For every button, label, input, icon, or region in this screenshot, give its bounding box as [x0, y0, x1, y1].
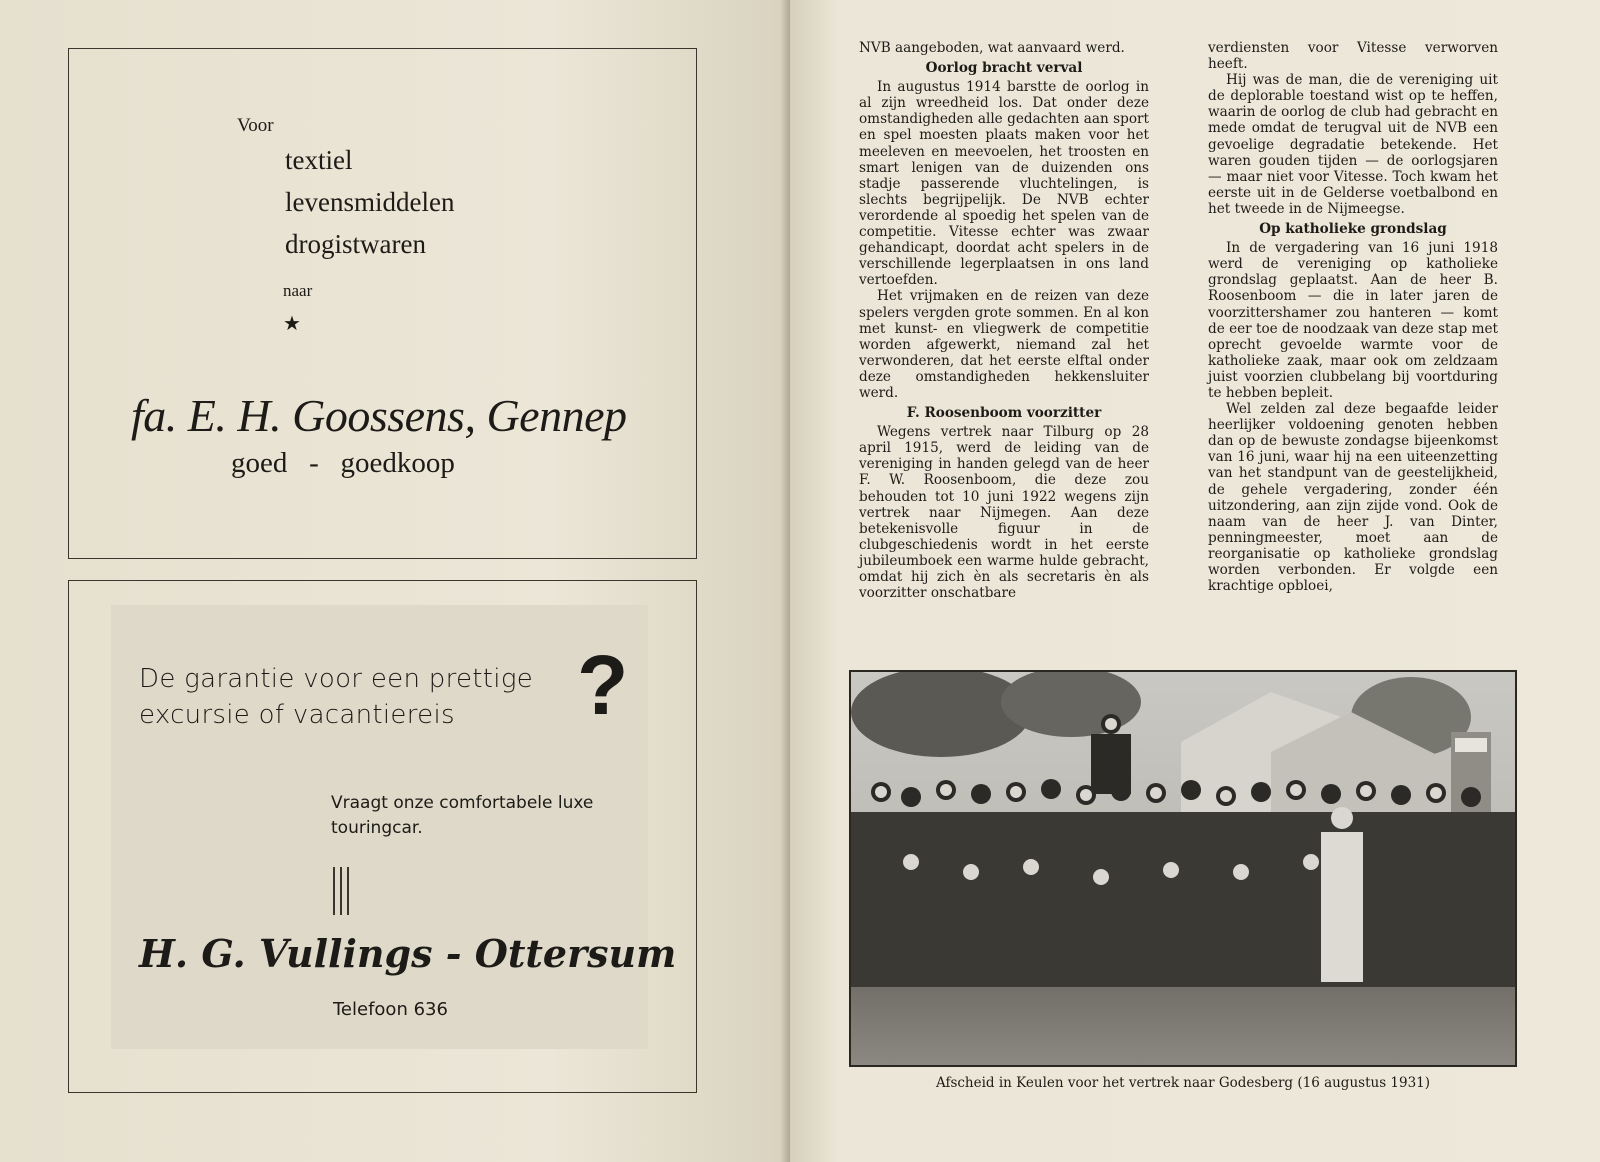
- text-column-left: [859, 40, 1149, 601]
- section-heading: Op katholieke grondslag: [1259, 221, 1447, 238]
- ad-phone: Telefoon 636: [333, 999, 448, 1020]
- photo-illustration: [851, 672, 1515, 1065]
- group-photograph: [849, 670, 1517, 1067]
- ad-headline-line2: excursie of vacantiereis: [139, 700, 455, 730]
- paragraph: NVB aangeboden, wat aanvaard werd.: [859, 40, 1125, 56]
- ad-naar-text: naar: [283, 281, 313, 300]
- star-icon: ★: [283, 311, 301, 335]
- paragraph: In augustus 1914 barstte de oorlog in al zijn wreedheid los. Dat onder deze omstandigheden alle gedachten aan sport en spel moesten plaats maken voor het meeleven en meevoelen, het troosten en smart lenigen van de duizenden ons stadje passerende vluchtelingen, is slechts begrijpelijk. De NVB echter verordende al spoedig het spelen van de competitie. Vitesse echter was zwaar gehandicapt, doordat acht spelers in de verschillende legerplaatsen in ons land vertoefden.: [859, 79, 1149, 289]
- ad-subtext-line2: touringcar.: [331, 818, 423, 838]
- ad-slogan: goed - goedkoop: [231, 447, 455, 479]
- paragraph: Hij was de man, die de vereniging uit de deplorable toestand wist op te heffen, waarin de oorlog de club had gebracht en mede omdat de terugval uit de NVB een gevoelige degradatie betekende. Het waren gouden tijden — de oorlogsjaren — maar niet voor Vitesse. Toch kwam het eerste uit in de Gelderse voetbalbond en het tweede in de Nijmeegse.: [1208, 72, 1498, 217]
- section-heading: F. Roosenboom voorzitter: [906, 405, 1102, 422]
- paragraph: Wel zelden zal deze begaafde leider heerlijker voldoening genoten hebben dan op de bewuste zondagse bijeenkomst van 16 juni, waar hij na een uiteenzetting van het standpunt van de geestelijkheid, de gehele vergadering, zonder één uitzondering, aan zijn zijde vond. Ook de naam van de heer J. van Dinter, penningmeester, moet aan de reorganisatie op katholieke grondslag worden verbonden. Er volgde een krachtige opbloei,: [1208, 401, 1498, 595]
- ad-subtext: [331, 791, 593, 841]
- decorative-bars-icon: [333, 867, 349, 915]
- ad-product-levensmiddelen: levensmiddelen: [285, 187, 455, 217]
- paragraph: In de vergadering van 16 juni 1918 werd de vereniging op katholieke grondslag geplaatst. Aan de heer B. Roosenboom — die in later jaren de voorzittershamer zou hanteren — komt de eer toe de noodzaak van deze stap met oprecht gevoelde warmte voor de katholieke zaak, maar ook om zeldzaam juist voorzien clubbelang bij voortduring te hebben bepleit.: [1208, 240, 1498, 401]
- right-page: [790, 0, 1600, 1162]
- paragraph: verdiensten voor Vitesse verworven heeft.: [1208, 40, 1498, 73]
- section-heading: Oorlog bracht verval: [925, 60, 1083, 77]
- photo-caption: Afscheid in Keulen voor het vertrek naar Godesberg (16 augustus 1931): [935, 1075, 1431, 1091]
- ad-voor-text: Voor: [237, 115, 274, 136]
- left-page: [0, 0, 790, 1162]
- ad-firm-name: fa. E. H. Goossens, Gennep: [131, 390, 627, 441]
- text-column-right: [1208, 40, 1498, 594]
- ad-subtext-line1: Vraagt onze comfortabele luxe: [331, 793, 594, 813]
- paragraph: Wegens vertrek naar Tilburg op 28 april 1915, werd de leiding van de vereniging in handen gelegd van de heer F. W. Roosenboom, die deze zou behouden tot 10 juni 1922 wegens zijn vertrek naar Nijmegen. Aan deze betekenisvolle figuur in de clubgeschiedenis wordt in het eerste jubileumboek een warme hulde gebracht, omdat hij zich èn als secretaris èn als voorzitter onschatbare: [859, 424, 1149, 602]
- goossens-advertisement: [68, 48, 697, 559]
- ad-headline-line1: De garantie voor een prettige: [139, 664, 534, 694]
- ad-headline: [139, 661, 533, 733]
- vullings-advertisement: [68, 580, 697, 1093]
- ad-product-textiel: textiel: [285, 145, 353, 175]
- ad-company-name: H. G. Vullings - Ottersum: [139, 931, 677, 976]
- question-mark-icon: ?: [577, 638, 629, 732]
- ad-product-drogistwaren: drogistwaren: [285, 229, 426, 259]
- paragraph: Het vrijmaken en de reizen van deze spelers vergden grote sommen. En al kon met kunst- en vliegwerk de competitie worden afgewerkt, niemand zal het verwonderen, dat het eerste elftal onder deze omstandigheden hekkensluiter werd.: [859, 288, 1149, 401]
